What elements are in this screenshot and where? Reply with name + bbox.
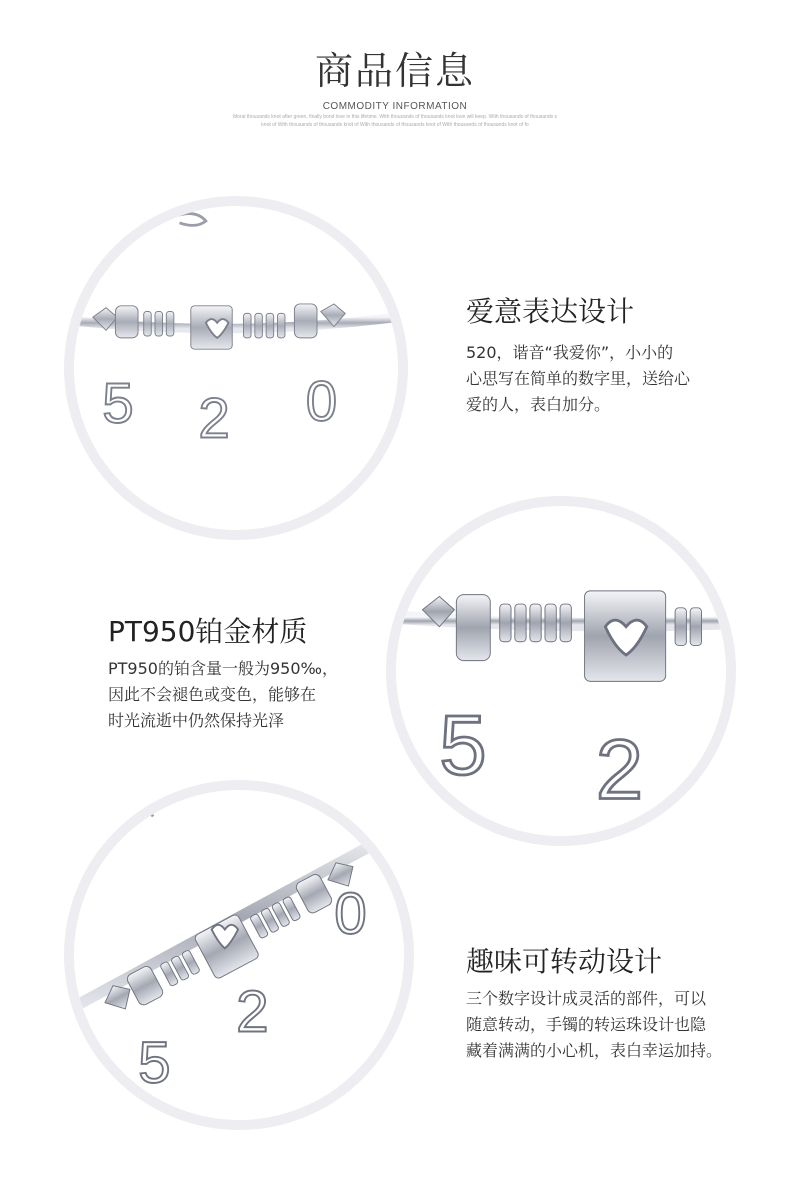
charm-digit-5: 5 (102, 371, 134, 435)
bracelet-520-tilted-photo (74, 790, 404, 1120)
feature-desc-line: 因此不会褪色或变色，能够在 (108, 685, 317, 704)
product-image-2 (386, 496, 736, 846)
charm-digit-0: 0 (305, 369, 338, 433)
page-subtitle: COMMODITY INFORMATION (322, 101, 468, 112)
section-header (0, 0, 790, 140)
feature-desc-line: PT950的铂含量一般为950‰， (108, 659, 338, 678)
charm-digit-2: 2 (198, 386, 230, 450)
feature-desc-1 (466, 340, 690, 418)
charm-digit-5: 5 (439, 696, 487, 792)
feature-desc-line: 时光流逝中仍然保持光泽 (108, 711, 285, 730)
feature-desc-2 (108, 656, 338, 734)
charm-digit-5: 5 (138, 1030, 171, 1096)
feature-desc-line: 随意转动，手镯的转运珠设计也隐 (466, 1015, 707, 1034)
feature-desc-line: 三个数字设计成灵活的部件，可以 (466, 989, 707, 1008)
product-image-3 (64, 780, 414, 1130)
page-title: 商品信息 (314, 49, 475, 93)
feature-desc-line: 爱的人，表白加分。 (466, 395, 611, 414)
tagline-line-2: knot of With thousands of thousands knot of With thousands of thousands knot of With thousands of thousands knot of fo (261, 122, 529, 128)
charm-digit-2: 2 (236, 979, 269, 1045)
product-image-1 (64, 196, 408, 540)
feature-desc-3 (466, 986, 722, 1064)
feature-desc-line: 藏着满满的小心机，表白幸运加持。 (466, 1041, 723, 1060)
feature-title-3: 趣味可转动设计 (466, 945, 663, 978)
feature-title-2: PT950铂金材质 (108, 615, 308, 648)
tagline-line-1: Moral thousands knot after green, finally bond love in this lifetime. With thousands of thousands knot love will keep. With thousands of thousands s (232, 114, 558, 120)
feature-title-1: 爱意表达设计 (466, 295, 635, 328)
bracelet-52-closeup-photo (396, 506, 726, 836)
charm-digit-0: 0 (334, 881, 367, 947)
feature-desc-line: 心思写在简单的数字里，送给心 (466, 369, 691, 388)
feature-desc-line: 520，谐音“我爱你”，小小的 (466, 343, 674, 362)
charm-digit-2: 2 (595, 721, 644, 817)
bracelet-520-charm-photo (74, 206, 398, 530)
